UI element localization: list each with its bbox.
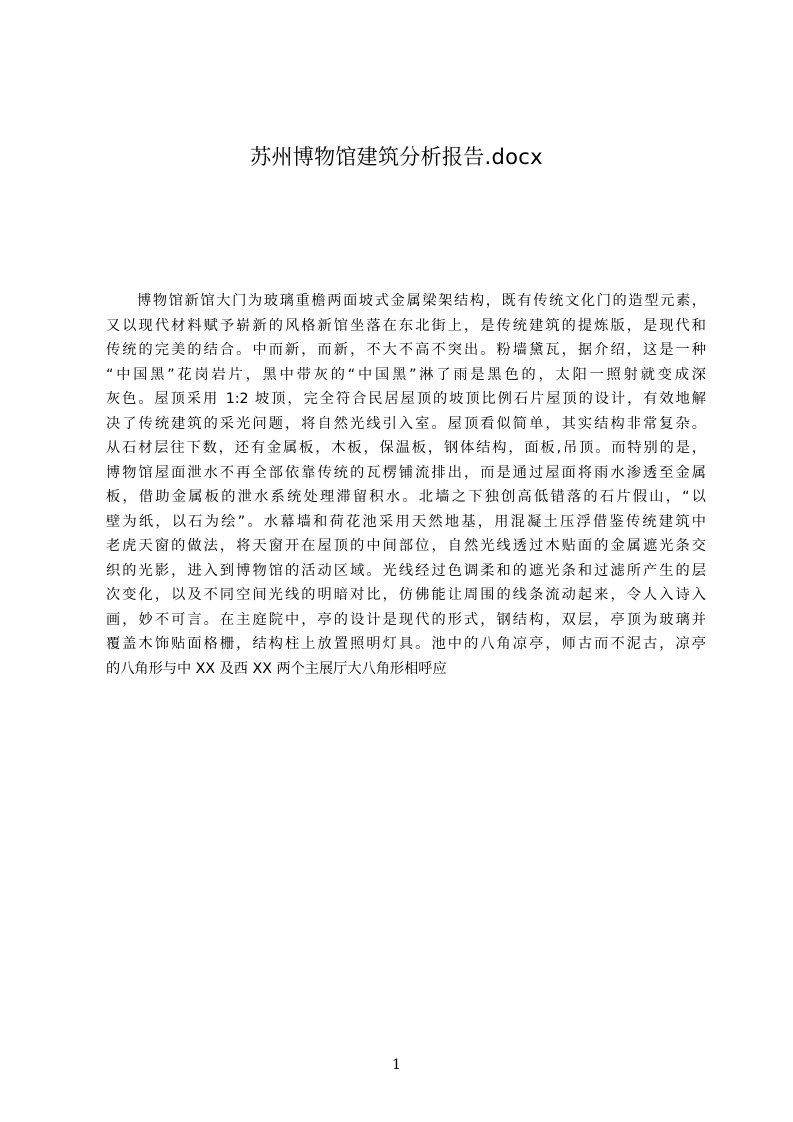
paragraph-line: 板，借助金属板的泄水系统处理滞留积水。北墙之下独创高低错落的石片假山，“以 [106, 489, 706, 505]
document-title: 苏州博物馆建筑分析报告.docx [250, 145, 543, 169]
body-paragraph [106, 289, 706, 681]
paragraph-line: 画，妙不可言。在主庭院中，亭的设计是现代的形式，钢结构，双层，亭顶为玻璃并 [106, 611, 706, 628]
paragraph-line: 老虎天窗的做法，将天窗开在屋顶的中间部位，自然光线透过木贴面的金属遮光条交 [106, 538, 706, 554]
paragraph-line: 博物馆新馆大门为玻璃重檐两面坡式金属梁架结构，既有传统文化门的造型元素， [137, 293, 706, 309]
paragraph-line: 灰色。屋顶采用 1:2 坡顶，完全符合民居屋顶的坡顶比例石片屋顶的设计，有效地解 [106, 391, 706, 407]
paragraph-line: 从石材层往下数，还有金属板，木板，保温板，钢体结构，面板,吊顶。而特别的是， [106, 440, 706, 456]
paragraph-line: 传统的完美的结合。中而新，而新，不大不高不突出。粉墙黛瓦，据介绍，这是一种 [106, 342, 706, 358]
paragraph-line: 织的光影，进入到博物馆的活动区域。光线经过色调柔和的遮光条和过滤所产生的层 [106, 562, 706, 579]
paragraph-line: 壁为纸，以石为绘”。水幕墙和荷花池采用天然地基，用混凝土压浮借鉴传统建筑中 [106, 513, 706, 530]
paragraph-line: 又以现代材料赋予崭新的风格新馆坐落在东北街上，是传统建筑的提炼版，是现代和 [106, 317, 706, 334]
paragraph-line: 覆盖木饰贴面格栅，结构柱上放置照明灯具。池中的八角凉亭，师古而不泥古，凉亭 [106, 636, 706, 652]
paragraph-line: 的八角形与中 XX 及西 XX 两个主展厅大八角形相呼应 [106, 660, 447, 677]
page-number: 1 [392, 1057, 401, 1073]
paragraph-line: “中国黑”花岗岩片，黑中带灰的“中国黑”淋了雨是黑色的，太阳一照射就变成深 [106, 366, 706, 383]
paragraph-line: 博物馆屋面泄水不再全部依靠传统的瓦楞铺流排出，而是通过屋面将雨水渗透至金属 [106, 464, 706, 481]
paragraph-line: 次变化，以及不同空间光线的明暗对比，仿佛能让周围的线条流动起来，令人入诗入 [106, 587, 706, 603]
paragraph-line: 决了传统建筑的采光问题，将自然光线引入室。屋顶看似简单，其实结构非常复杂。 [106, 415, 706, 432]
